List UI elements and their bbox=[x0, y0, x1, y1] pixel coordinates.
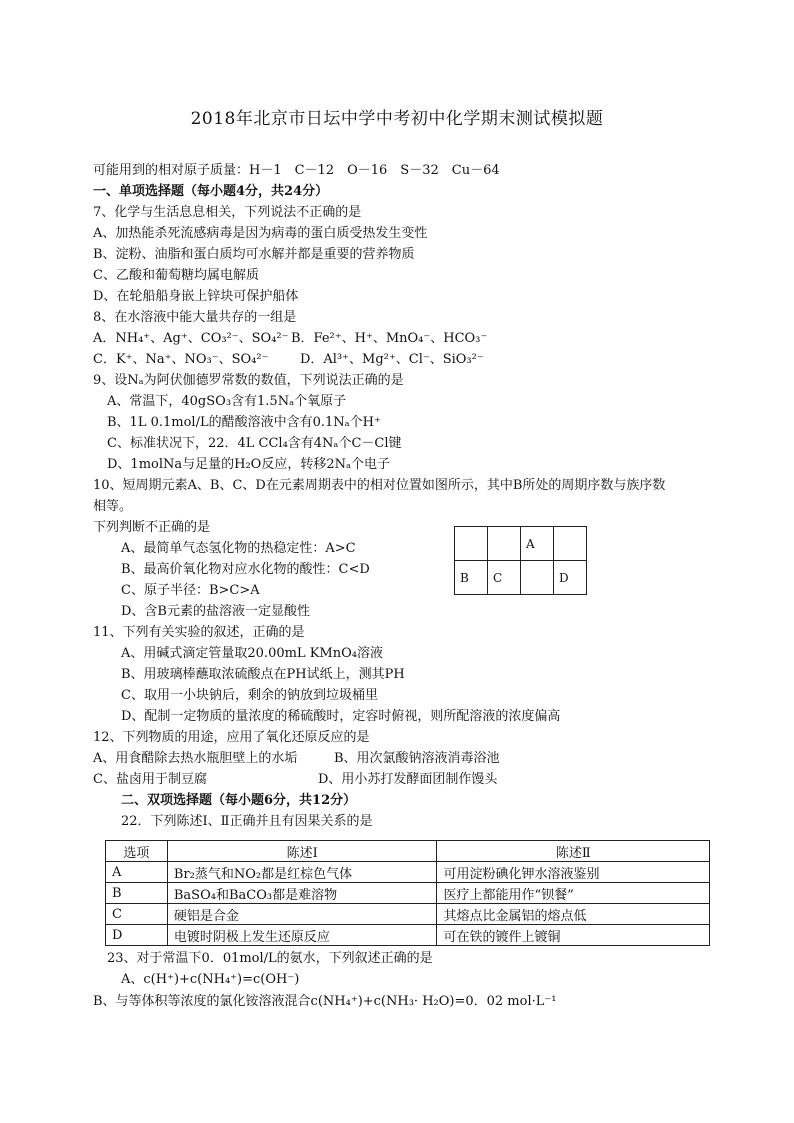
table-cell: D bbox=[106, 925, 168, 946]
question-12-stem: 12、下列物质的用途，应用了氧化还原反应的是 bbox=[93, 730, 370, 745]
section-heading-single-choice: 一、单项选择题（每小题4分，共24分） bbox=[93, 184, 329, 199]
question-10-stem: 10、短周期元素A、B、C、D在元素周期表中的相对位置如图所示，其中B所处的周期序数与族序数 bbox=[93, 478, 666, 493]
question-10-stem-cont: 相等。 bbox=[93, 499, 133, 514]
grid-row bbox=[455, 561, 587, 595]
question-11-stem: 11、下列有关实验的叙述，正确的是 bbox=[93, 625, 305, 640]
question-12-option-c: C、盐卤用于制豆腐 bbox=[93, 772, 207, 787]
section-heading-double-choice: 二、双项选择题（每小题6分，共12分） bbox=[121, 793, 357, 808]
question-10-option-d: D、含B元素的盐溶液一定显酸性 bbox=[121, 604, 310, 619]
question-9-stem: 9、设Nₐ为阿伏伽德罗常数的数值，下列说法正确的是 bbox=[93, 373, 404, 388]
question-12-option-a: A、用食醋除去热水瓶胆壁上的水垢 bbox=[93, 751, 298, 766]
question-10-option-b: B、最高价氧化物对应水化物的酸性：C<D bbox=[121, 562, 370, 577]
question-7-option-a: A、加热能杀死流感病毒是因为病毒的蛋白质受热发生变性 bbox=[93, 226, 428, 241]
question-9-option-d: D、1molNa与足量的H₂O反应，转移2Nₐ个电子 bbox=[107, 457, 390, 472]
question-23-option-b: B、与等体积等浓度的氯化铵溶液混合c(NH₄⁺)+c(NH₃· H₂O)=0．02 mol·L⁻¹ bbox=[93, 994, 557, 1009]
question-8-option-d: D．Al³⁺、Mg²⁺、Cl⁻、SiO₃²⁻ bbox=[300, 352, 484, 367]
question-11-option-b: B、用玻璃棒蘸取浓硫酸点在PH试纸上，测其PH bbox=[121, 667, 405, 682]
question-10-option-a: A、最简单气态氢化物的热稳定性：A>C bbox=[121, 541, 356, 556]
table-header-row bbox=[106, 841, 710, 862]
table-cell: 其熔点比金属铝的熔点低 bbox=[437, 904, 710, 925]
table-header: 陈述Ⅰ bbox=[167, 841, 437, 862]
question-7-option-c: C、乙酸和葡萄糖均属电解质 bbox=[93, 268, 259, 283]
grid-cell bbox=[488, 527, 521, 561]
table-header: 选项 bbox=[106, 841, 168, 862]
question-12-option-b: B、用次氯酸钠溶液消毒浴池 bbox=[334, 751, 500, 766]
question-23-option-a: A、c(H⁺)+c(NH₄⁺)=c(OH⁻) bbox=[121, 972, 300, 987]
table-cell: 可用淀粉碘化钾水溶液鉴别 bbox=[437, 862, 710, 883]
statements-table bbox=[105, 840, 710, 946]
question-8-option-c: C．K⁺、Na⁺、NO₃⁻、SO₄²⁻ bbox=[93, 352, 269, 367]
question-7-option-d: D、在轮船船身嵌上锌块可保护船体 bbox=[93, 289, 299, 304]
table-cell: 医疗上都能用作“钡餐” bbox=[437, 883, 710, 904]
table-header: 陈述Ⅱ bbox=[437, 841, 710, 862]
question-23-stem: 23、对于常温下0．01mol/L的氨水，下列叙述正确的是 bbox=[107, 951, 433, 966]
question-7-option-b: B、淀粉、油脂和蛋白质均可水解并都是重要的营养物质 bbox=[93, 247, 415, 262]
table-cell: Br₂蒸气和NO₂都是红棕色气体 bbox=[167, 862, 437, 883]
question-10-option-c: C、原子半径：B>C>A bbox=[121, 583, 260, 598]
grid-cell: D bbox=[554, 561, 587, 595]
grid-cell: C bbox=[488, 561, 521, 595]
table-cell: C bbox=[106, 904, 168, 925]
question-7-stem: 7、化学与生活息息相关，下列说法不正确的是 bbox=[93, 205, 362, 220]
grid-row bbox=[455, 527, 587, 561]
grid-cell bbox=[554, 527, 587, 561]
question-22-stem: 22．下列陈述Ⅰ、Ⅱ正确并且有因果关系的是 bbox=[121, 814, 373, 829]
question-8-stem: 8、在水溶液中能大量共存的一组是 bbox=[93, 310, 297, 325]
grid-cell: A bbox=[521, 527, 554, 561]
question-8-option-b: B．Fe²⁺、H⁺、MnO₄⁻、HCO₃⁻ bbox=[291, 331, 488, 346]
atomic-masses: 可能用到的相对原子质量：H－1 C－12 O－16 S－32 Cu－64 bbox=[93, 163, 500, 178]
question-10-prompt: 下列判断不正确的是 bbox=[93, 520, 211, 535]
question-11-option-d: D、配制一定物质的量浓度的稀硫酸时，定容时俯视，则所配溶液的浓度偏高 bbox=[121, 709, 561, 724]
question-12-option-d: D、用小苏打发酵面团制作馒头 bbox=[318, 772, 498, 787]
grid-cell bbox=[521, 561, 554, 595]
table-cell: B bbox=[106, 883, 168, 904]
table-row bbox=[106, 862, 710, 883]
grid-cell: B bbox=[455, 561, 488, 595]
table-cell: 可在铁的镀件上镀铜 bbox=[437, 925, 710, 946]
grid-cell bbox=[455, 527, 488, 561]
page-title: 2018年北京市日坛中学中考初中化学期末测试模拟题 bbox=[190, 109, 604, 129]
question-9-option-c: C、标准状况下，22．4L CCl₄含有4Nₐ个C－Cl键 bbox=[107, 436, 402, 451]
table-cell: 硬铝是合金 bbox=[167, 904, 437, 925]
question-11-option-c: C、取用一小块钠后，剩余的钠放到垃圾桶里 bbox=[121, 688, 378, 703]
question-8-option-a: A．NH₄⁺、Ag⁺、CO₃²⁻、SO₄²⁻ bbox=[93, 331, 289, 346]
table-cell: A bbox=[106, 862, 168, 883]
periodic-position-grid bbox=[454, 526, 587, 595]
question-11-option-a: A、用碱式滴定管量取20.00mL KMnO₄溶液 bbox=[121, 646, 383, 661]
table-row bbox=[106, 925, 710, 946]
question-9-option-b: B、1L 0.1mol/L的醋酸溶液中含有0.1Nₐ个H⁺ bbox=[107, 415, 381, 430]
table-row bbox=[106, 904, 710, 925]
table-cell: 电镀时阴极上发生还原反应 bbox=[167, 925, 437, 946]
table-cell: BaSO₄和BaCO₃都是难溶物 bbox=[167, 883, 437, 904]
question-9-option-a: A、常温下，40gSO₃含有1.5Nₐ个氧原子 bbox=[107, 394, 347, 409]
table-row bbox=[106, 883, 710, 904]
